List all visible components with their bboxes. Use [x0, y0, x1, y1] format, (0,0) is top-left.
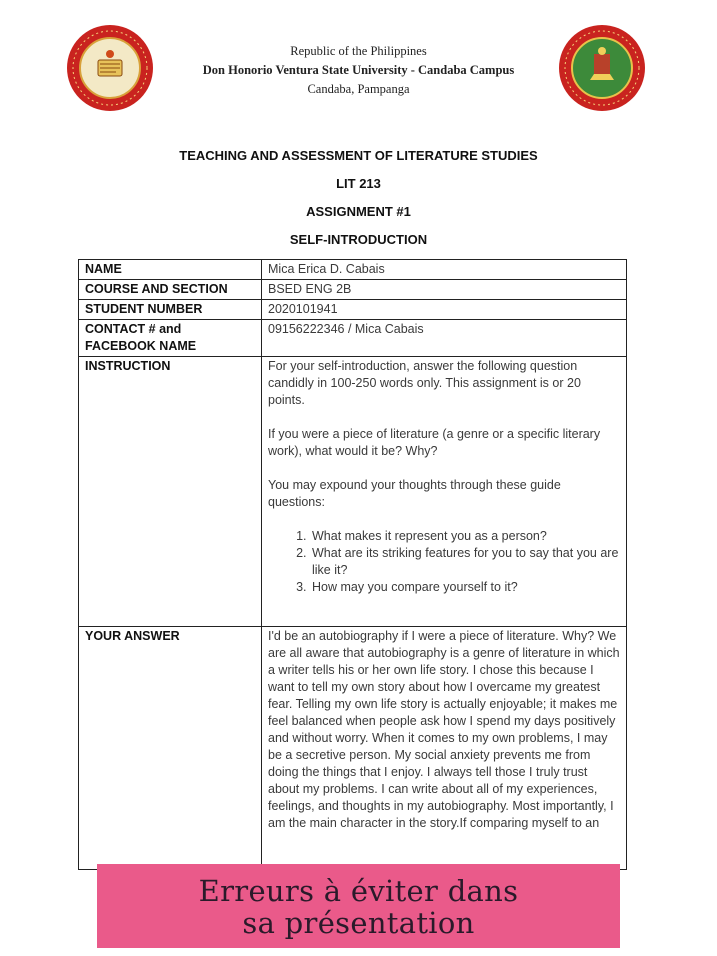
name-value: Mica Erica D. Cabais [262, 260, 627, 280]
instruction-paragraph: For your self-introduction, answer the following question candidly in 100-250 words only. This assignment is or 20 points. [268, 359, 581, 407]
name-label: NAME [79, 260, 262, 280]
guide-questions-list [268, 528, 620, 596]
course-value: BSED ENG 2B [262, 280, 627, 300]
form-row-contact [79, 320, 627, 357]
instruction-guide-intro: You may expound your thoughts through these guide questions: [268, 478, 561, 509]
banner-line-2: sa présentation [242, 906, 475, 940]
course-code: LIT 213 [336, 176, 381, 191]
guide-question: 1. What makes it represent you as a person? [310, 528, 620, 545]
letterhead [160, 42, 557, 99]
student-number-label: STUDENT NUMBER [79, 300, 262, 320]
assignment-topic: SELF-INTRODUCTION [289, 232, 428, 247]
assignment-form-table [78, 259, 627, 870]
instruction-content [262, 357, 627, 627]
assignment-title: ASSIGNMENT #1 [306, 204, 411, 219]
banner-line-1: Erreurs à éviter dans [198, 874, 519, 908]
form-row-name [79, 260, 627, 280]
answer-label: YOUR ANSWER [79, 627, 262, 870]
form-row-answer [79, 627, 627, 870]
letterhead-location: Candaba, Pampanga [307, 82, 410, 96]
course-label: COURSE AND SECTION [79, 280, 262, 300]
form-row-student-number [79, 300, 627, 320]
form-row-instruction [79, 357, 627, 627]
form-row-course [79, 280, 627, 300]
instruction-label: INSTRUCTION [79, 357, 262, 627]
answer-text: I'd be an autobiography if I were a piece of literature. Why? We are all aware that autobiography is a genre of literature in which a writer tells his or her own life story. I chose this because I want to tell my own story about how I overcame my greatest fear. Telling my own life story is actually enjoyable; it makes me feel balanced when people ask how I spend my days positively and without worry. When it comes to my own problems, I may be a secretive person. My social anxiety prevents me from doing the things that I enjoy. I always tell those I truly trust about my problems. I can write about all of my experiences, feelings, and thoughts in my autobiography. Most importantly, I am the main character in the story.If comparing myself to an [268, 629, 620, 830]
university-seal-left [66, 24, 154, 112]
letterhead-university: Don Honorio Ventura State University - Candaba Campus [202, 63, 515, 77]
student-number-value: 2020101941 [262, 300, 627, 320]
answer-cell [262, 627, 627, 870]
contact-value: 09156222346 / Mica Cabais [262, 320, 627, 357]
letterhead-country: Republic of the Philippines [290, 44, 427, 58]
course-title: TEACHING AND ASSESSMENT OF LITERATURE STUDIES [179, 148, 538, 163]
document-titles [0, 147, 717, 259]
guide-question: 3. How may you compare yourself to it? [310, 579, 620, 596]
instruction-question: If you were a piece of literature (a genre or a specific literary work), what would it be? Why? [268, 427, 601, 458]
guide-question: 2. What are its striking features for you to say that you are like it? [310, 545, 620, 579]
campus-seal-right [558, 24, 646, 112]
pink-caption-banner [97, 864, 620, 948]
contact-label: CONTACT # and FACEBOOK NAME [79, 320, 262, 357]
